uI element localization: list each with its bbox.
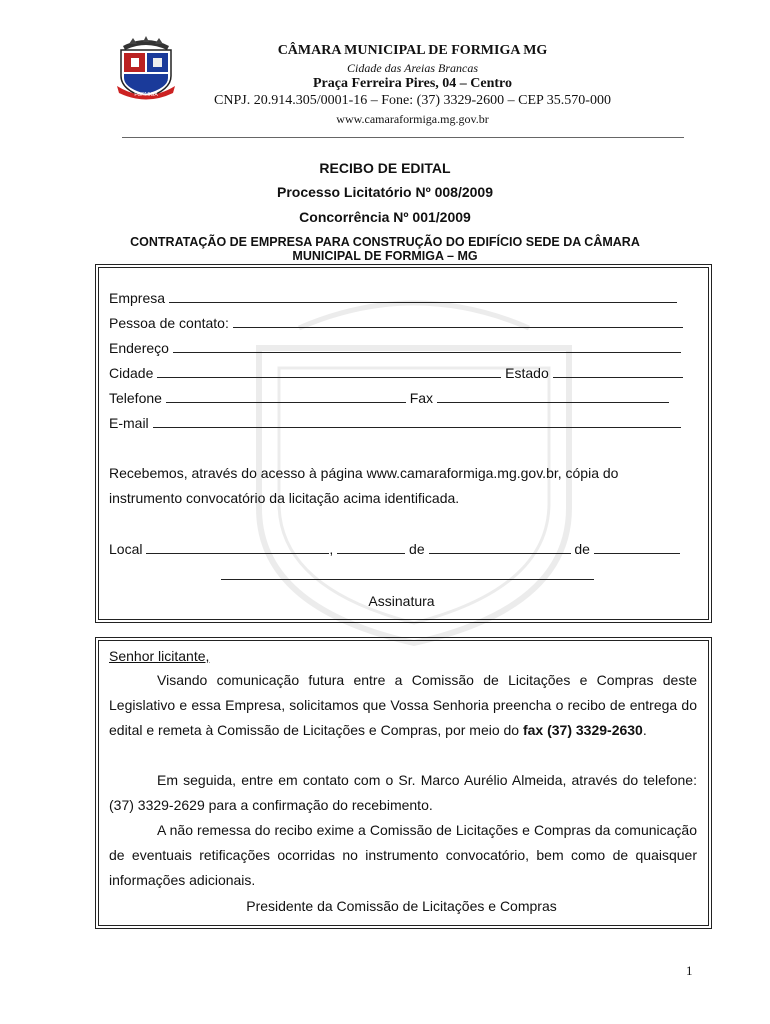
header-motto: Cidade das Areias Brancas bbox=[347, 61, 478, 75]
notice-salutation: Senhor licitante, bbox=[109, 648, 210, 664]
endereco-label: Endereço bbox=[109, 340, 169, 356]
receipt-form-box bbox=[98, 267, 709, 620]
object-line-1: CONTRATAÇÃO DE EMPRESA PARA CONSTRUÇÃO DO EDIFÍCIO SEDE DA CÂMARA bbox=[130, 235, 640, 249]
header-org: CÂMARA MUNICIPAL DE FORMIGA MG bbox=[277, 43, 548, 58]
empresa-field[interactable] bbox=[109, 290, 677, 306]
telefone-fax-field[interactable] bbox=[109, 390, 669, 406]
cidade-estado-field[interactable] bbox=[109, 365, 683, 381]
notice-box bbox=[98, 640, 709, 926]
object-line-2: MUNICIPAL DE FORMIGA – MG bbox=[292, 249, 478, 263]
page-number: 1 bbox=[686, 963, 693, 978]
signature-label: Assinatura bbox=[368, 593, 435, 609]
process-number: Processo Licitatório Nº 008/2009 bbox=[277, 184, 493, 200]
declaration-line-2: instrumento convocatório da licitação acima identificada. bbox=[109, 490, 460, 506]
municipal-crest-logo bbox=[115, 36, 177, 102]
header-divider bbox=[122, 137, 684, 138]
cidade-label: Cidade bbox=[109, 365, 154, 381]
header-address: Praça Ferreira Pires, 04 – Centro bbox=[312, 76, 513, 91]
notice-paragraph-1: Visando comunicação futura entre a Comissão de Licitações e Compras deste Legislativo e essa Empresa, solicitamos que Vossa Senhoria preencha o recibo de entrega do edital e remeta à Comissão de Licitações e Compras, por meio do fax (37) 3329-2630. bbox=[109, 672, 697, 738]
doc-title: RECIBO DE EDITAL bbox=[319, 160, 451, 176]
estado-label: Estado bbox=[505, 365, 549, 381]
contato-label: Pessoa de contato: bbox=[109, 315, 229, 331]
telefone-label: Telefone bbox=[109, 390, 162, 406]
notice-paragraph-3: A não remessa do recibo exime a Comissão de Licitações e Compras da comunicação de eventuais retificações ocorridas no instrumento convocatório, bem como de quaisquer informações adicionais. bbox=[109, 822, 697, 888]
header-website[interactable]: www.camaraformiga.mg.gov.br bbox=[336, 112, 489, 126]
contato-field[interactable] bbox=[109, 315, 683, 331]
comma: , bbox=[329, 541, 334, 557]
empresa-label: Empresa bbox=[109, 290, 166, 306]
endereco-field[interactable] bbox=[109, 340, 681, 356]
concorrencia-number: Concorrência Nº 001/2009 bbox=[299, 209, 471, 225]
notice-signature: Presidente da Comissão de Licitações e Compras bbox=[246, 898, 557, 914]
signature-line[interactable] bbox=[221, 579, 594, 580]
email-field[interactable] bbox=[109, 415, 681, 431]
de-label-2: de bbox=[574, 541, 590, 557]
local-date-field[interactable] bbox=[109, 541, 680, 557]
declaration-line-1: Recebemos, através do acesso à página www.camaraformiga.mg.gov.br, cópia do bbox=[109, 465, 619, 481]
notice-fax-number: fax (37) 3329-2630 bbox=[522, 722, 643, 738]
notice-paragraph-2: Em seguida, entre em contato com o Sr. Marco Aurélio Almeida, através do telefone: (37) 3329-2629 para a confirmação do recebimento. bbox=[109, 772, 697, 813]
de-label-1: de bbox=[409, 541, 425, 557]
fax-label: Fax bbox=[409, 390, 434, 406]
crest-banner-text: FORMIGA bbox=[134, 92, 158, 98]
email-label: E-mail bbox=[109, 415, 149, 431]
header-contact: CNPJ. 20.914.305/0001-16 – Fone: (37) 3329-2600 – CEP 35.570-000 bbox=[214, 93, 611, 108]
local-label: Local bbox=[109, 541, 143, 557]
